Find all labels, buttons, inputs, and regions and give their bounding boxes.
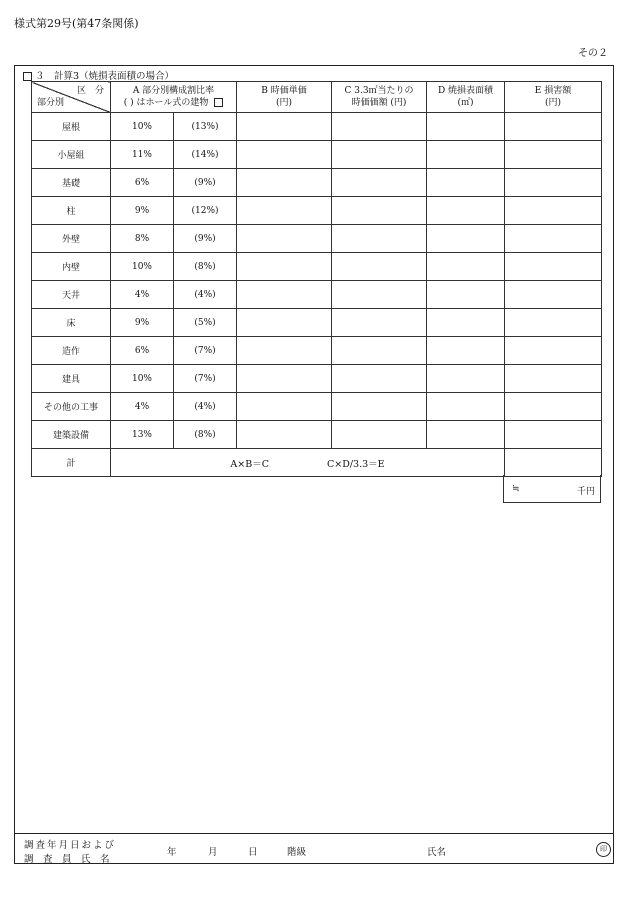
hall-type-checkbox[interactable] [214, 98, 223, 107]
column-d-unit: (㎡) [457, 98, 474, 108]
ratio-cell: 10% [111, 113, 174, 141]
value-per-area-input[interactable] [332, 309, 427, 337]
hall-ratio-cell: (7%) [174, 337, 237, 365]
damage-amount-input[interactable] [505, 141, 602, 169]
approx-unit: 千円 [576, 487, 595, 497]
ratio-cell: 4% [111, 393, 174, 421]
ratio-cell: 9% [111, 197, 174, 225]
table-row [32, 113, 602, 141]
hall-ratio-cell: (13%) [174, 113, 237, 141]
unit-price-input[interactable] [237, 421, 332, 449]
burned-area-input[interactable] [427, 113, 505, 141]
column-a-header [111, 82, 237, 113]
value-per-area-input[interactable] [332, 337, 427, 365]
unit-price-input[interactable] [237, 141, 332, 169]
column-e-title: E 損害額 [534, 86, 572, 96]
burned-area-input[interactable] [427, 197, 505, 225]
column-e-unit: (円) [545, 98, 562, 108]
damage-amount-input[interactable] [505, 225, 602, 253]
hall-ratio-cell: (9%) [174, 169, 237, 197]
part-name: 外壁 [32, 225, 111, 253]
damage-amount-input[interactable] [505, 253, 602, 281]
unit-price-input[interactable] [237, 253, 332, 281]
unit-price-input[interactable] [237, 197, 332, 225]
value-per-area-input[interactable] [332, 393, 427, 421]
part-name: 小屋組 [32, 141, 111, 169]
part-name: 屋根 [32, 113, 111, 141]
footer-month: 月 [208, 847, 218, 858]
damage-amount-input[interactable] [505, 169, 602, 197]
value-per-area-input[interactable] [332, 253, 427, 281]
part-header: 部分別 [37, 98, 65, 108]
footer-rank: 階級 [287, 847, 307, 858]
table-row [32, 337, 602, 365]
section-title [23, 68, 174, 82]
unit-price-input[interactable] [237, 113, 332, 141]
part-name: その他の工事 [32, 393, 111, 421]
formula-cell [111, 449, 505, 477]
burned-area-input[interactable] [427, 225, 505, 253]
ratio-cell: 6% [111, 337, 174, 365]
footer-year: 年 [167, 847, 177, 858]
table-row [32, 365, 602, 393]
burned-area-input[interactable] [427, 365, 505, 393]
table-row [32, 141, 602, 169]
footer-label-line1: 調査年月日および [24, 840, 117, 851]
burned-area-input[interactable] [427, 253, 505, 281]
damage-amount-input[interactable] [505, 197, 602, 225]
column-a-note: ( ) はホール式の建物 [123, 98, 209, 108]
hall-ratio-cell: (4%) [174, 393, 237, 421]
approx-total-box[interactable] [503, 475, 601, 503]
hall-ratio-cell: (8%) [174, 253, 237, 281]
burned-area-input[interactable] [427, 393, 505, 421]
table-row [32, 309, 602, 337]
total-label: 計 [32, 449, 111, 477]
table-row [32, 169, 602, 197]
part-name: 床 [32, 309, 111, 337]
unit-price-input[interactable] [237, 337, 332, 365]
ratio-cell: 6% [111, 169, 174, 197]
ratio-cell: 10% [111, 253, 174, 281]
table-row [32, 281, 602, 309]
burned-area-input[interactable] [427, 169, 505, 197]
column-b-header [237, 82, 332, 113]
part-name: 建具 [32, 365, 111, 393]
unit-price-input[interactable] [237, 309, 332, 337]
form-number: 様式第29号(第47条関係) [14, 17, 139, 30]
column-b-unit: (円) [276, 98, 293, 108]
value-per-area-input[interactable] [332, 225, 427, 253]
total-damage-input[interactable] [505, 449, 602, 477]
value-per-area-input[interactable] [332, 141, 427, 169]
unit-price-input[interactable] [237, 365, 332, 393]
hall-ratio-cell: (5%) [174, 309, 237, 337]
column-d-title: D 焼損表面積 [437, 86, 494, 96]
hall-ratio-cell: (9%) [174, 225, 237, 253]
footer-label-line2: 調 査 員 氏 名 [24, 854, 110, 865]
value-per-area-input[interactable] [332, 281, 427, 309]
total-row [32, 449, 602, 477]
section-checkbox[interactable] [23, 72, 32, 81]
value-per-area-input[interactable] [332, 113, 427, 141]
hall-ratio-cell: (4%) [174, 281, 237, 309]
table-row [32, 253, 602, 281]
column-c-header [332, 82, 427, 113]
table-row [32, 197, 602, 225]
column-b-title: B 時価単価 [261, 86, 307, 96]
burned-area-input[interactable] [427, 337, 505, 365]
part-name: 基礎 [32, 169, 111, 197]
unit-price-input[interactable] [237, 169, 332, 197]
unit-price-input[interactable] [237, 225, 332, 253]
section-title-text: ３ 計算3（焼損表面積の場合） [35, 71, 175, 82]
seal-mark: 印 [596, 842, 611, 857]
value-per-area-input[interactable] [332, 169, 427, 197]
damage-amount-input[interactable] [505, 337, 602, 365]
hall-ratio-cell: (14%) [174, 141, 237, 169]
damage-amount-input[interactable] [505, 281, 602, 309]
hall-ratio-cell: (12%) [174, 197, 237, 225]
value-per-area-input[interactable] [332, 365, 427, 393]
column-d-header [427, 82, 505, 113]
damage-amount-input[interactable] [505, 113, 602, 141]
ratio-cell: 13% [111, 421, 174, 449]
hall-ratio-cell: (8%) [174, 421, 237, 449]
damage-amount-input[interactable] [505, 365, 602, 393]
ratio-cell: 10% [111, 365, 174, 393]
formula-2: C×D/3.3＝E [327, 458, 385, 470]
damage-calculation-table [31, 81, 602, 477]
ratio-cell: 9% [111, 309, 174, 337]
header-row [32, 82, 602, 113]
column-c-title: C 3.3㎡当たりの [344, 86, 414, 96]
approx-symbol: ≒ [512, 484, 520, 494]
page-label: その２ [578, 48, 608, 59]
part-name: 造作 [32, 337, 111, 365]
part-name: 柱 [32, 197, 111, 225]
damage-amount-input[interactable] [505, 393, 602, 421]
column-c-unit: 時価価額 (円) [351, 98, 407, 108]
hall-ratio-cell: (7%) [174, 365, 237, 393]
unit-price-input[interactable] [237, 393, 332, 421]
corner-header-cell [32, 82, 111, 113]
burned-area-input[interactable] [427, 141, 505, 169]
ratio-cell: 8% [111, 225, 174, 253]
column-a-title: A 部分別構成割比率 [132, 86, 215, 96]
footer-day: 日 [248, 847, 258, 858]
damage-amount-input[interactable] [505, 309, 602, 337]
damage-amount-input[interactable] [505, 421, 602, 449]
part-name: 天井 [32, 281, 111, 309]
unit-price-input[interactable] [237, 281, 332, 309]
burned-area-input[interactable] [427, 421, 505, 449]
burned-area-input[interactable] [427, 281, 505, 309]
ratio-cell: 11% [111, 141, 174, 169]
footer-divider [14, 833, 614, 834]
formula-1: A×B＝C [230, 458, 269, 470]
table-row [32, 421, 602, 449]
table-row [32, 393, 602, 421]
column-e-header [505, 82, 602, 113]
part-name: 内壁 [32, 253, 111, 281]
category-header: 区 分 [76, 86, 104, 96]
value-per-area-input[interactable] [332, 197, 427, 225]
burned-area-input[interactable] [427, 309, 505, 337]
ratio-cell: 4% [111, 281, 174, 309]
table-row [32, 225, 602, 253]
value-per-area-input[interactable] [332, 421, 427, 449]
part-name: 建築設備 [32, 421, 111, 449]
footer-name: 氏名 [427, 847, 447, 858]
